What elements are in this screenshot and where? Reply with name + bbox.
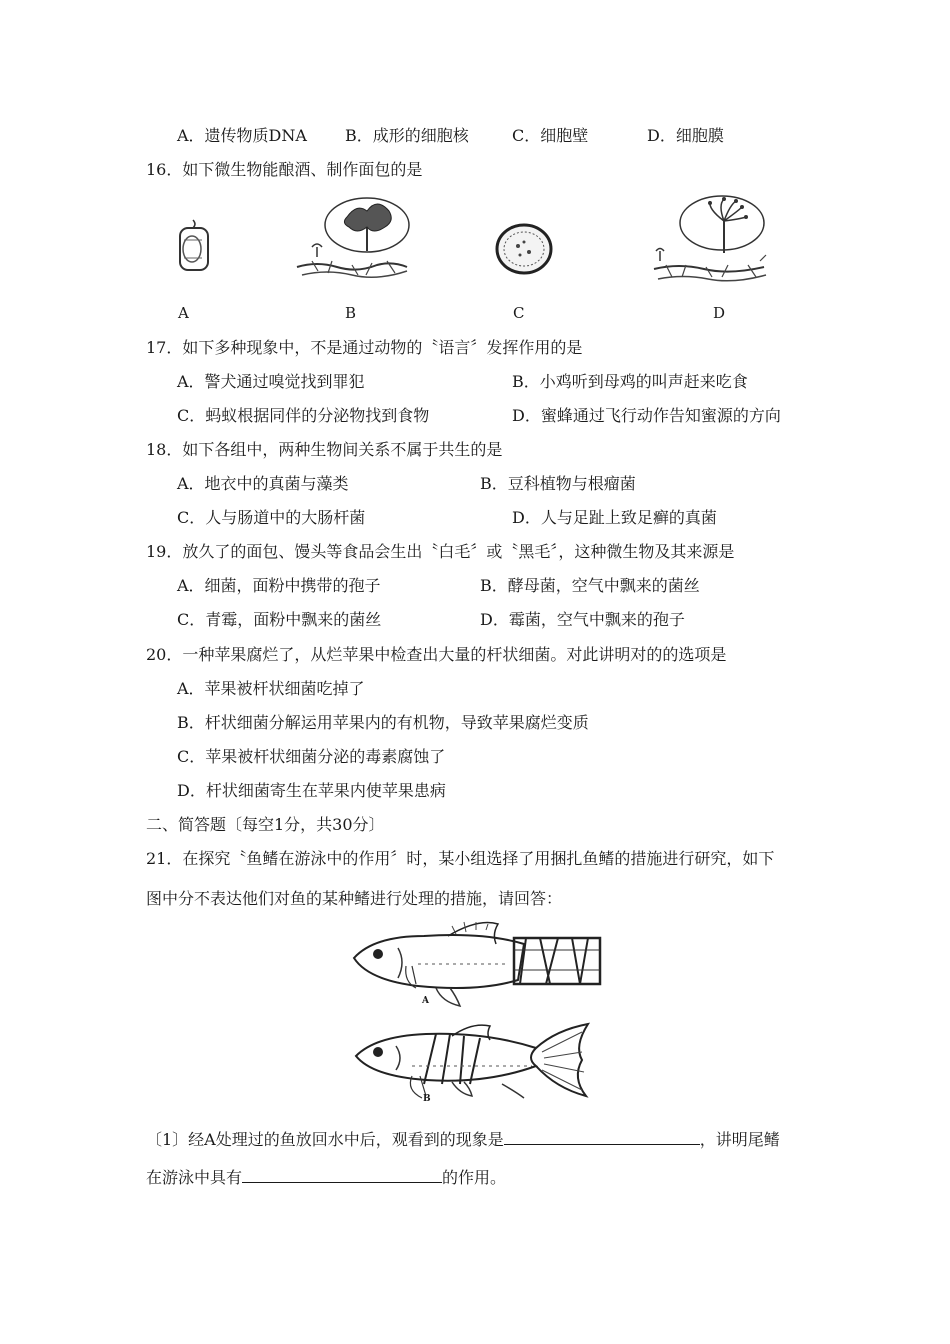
q15-option-b: B．成形的细胞核 <box>345 126 469 145</box>
q19-stem: 19．放久了的面包、馒头等食品会生出〝白毛〞或〝黑毛〞，这种微生物及其来源是 <box>146 542 735 561</box>
q21-stem-line1: 21．在探究〝鱼鳍在游泳中的作用〞时，某小组选择了用捆扎鱼鳍的措施进行研究，如下 <box>146 849 775 868</box>
bacterium-figure <box>494 222 554 276</box>
fish-b-label: B <box>423 1094 431 1104</box>
yeast-cell-figure <box>172 218 214 274</box>
q15-option-c: C．细胞壁 <box>512 126 589 145</box>
q20-option-b: B．杆状细菌分解运用苹果内的有机物，导致苹果腐烂变质 <box>177 713 589 732</box>
answer-blank-1[interactable] <box>504 1128 700 1145</box>
q18-option-c: C．人与肠道中的大肠杆菌 <box>177 508 366 527</box>
q21-sub1-text-2: ，讲明尾鳍 <box>699 1130 780 1149</box>
q17-option-d: D．蜜蜂通过飞行动作告知蜜源的方向 <box>512 406 781 425</box>
q20-option-c: C．苹果被杆状细菌分泌的毒素腐蚀了 <box>177 747 446 766</box>
answer-blank-2[interactable] <box>242 1166 442 1183</box>
q21-stem-line2: 图中分不表达他们对鱼的某种鳍进行处理的措施，请回答： <box>146 889 563 908</box>
q16-label-d: D <box>713 304 726 322</box>
q21-sub1-text-1: 〔1〕经A处理过的鱼放回水中后，观看到的现象是 <box>146 1130 504 1149</box>
q21-sub1-text-4: 的作用。 <box>442 1168 507 1187</box>
q18-stem: 18．如下各组中，两种生物间关系不属于共生的是 <box>146 440 503 459</box>
q17-option-a: A．警犬通过嗅觉找到罪犯 <box>177 372 365 391</box>
q19-option-b: B．酵母菌，空气中飘来的菌丝 <box>480 576 700 595</box>
q19-option-d: D．霉菌，空气中飘来的孢子 <box>480 610 685 629</box>
q21-sub1-line2 <box>146 1166 506 1188</box>
q18-option-b: B．豆科植物与根瘤菌 <box>480 474 636 493</box>
q21-sub1-line1 <box>146 1128 780 1150</box>
q17-option-c: C．蚂蚁根据同伴的分泌物找到食物 <box>177 406 430 425</box>
q18-option-d: D．人与足趾上致足癣的真菌 <box>512 508 717 527</box>
q17-stem: 17．如下多种现象中，不是通过动物的〝语言〞发挥作用的是 <box>146 338 583 357</box>
q20-stem: 20．一种苹果腐烂了，从烂苹果中检查出大量的杆状细菌。对此讲明对的的选项是 <box>146 645 727 664</box>
q21-sub1-text-3: 在游泳中具有 <box>146 1168 243 1187</box>
q20-option-d: D．杆状细菌寄生在苹果内使苹果患病 <box>177 781 446 800</box>
q16-stem: 16．如下微生物能酿酒、制作面包的是 <box>146 160 423 179</box>
fish-a-label: A <box>422 996 429 1006</box>
q17-option-b: B．小鸡听到母鸡的叫声赶来吃食 <box>512 372 748 391</box>
fish-b-figure <box>352 1022 596 1102</box>
q19-option-c: C．青霉，面粉中飘来的菌丝 <box>177 610 382 629</box>
q16-label-c: C <box>513 304 525 322</box>
q15-option-a: A．遗传物质DNA <box>177 126 307 145</box>
q20-option-a: A．苹果被杆状细菌吃掉了 <box>177 679 365 698</box>
q18-option-a: A．地衣中的真菌与藻类 <box>177 474 349 493</box>
q15-option-d: D．细胞膜 <box>647 126 724 145</box>
fish-a-figure <box>348 918 604 1010</box>
section-heading: 二、简答题〔每空1分，共30分〕 <box>146 815 385 834</box>
q19-option-a: A．细菌，面粉中携带的孢子 <box>177 576 381 595</box>
aspergillus-figure <box>652 195 772 287</box>
penicillium-figure <box>292 195 412 283</box>
q16-label-a: A <box>178 304 189 322</box>
q16-label-b: B <box>345 304 357 322</box>
